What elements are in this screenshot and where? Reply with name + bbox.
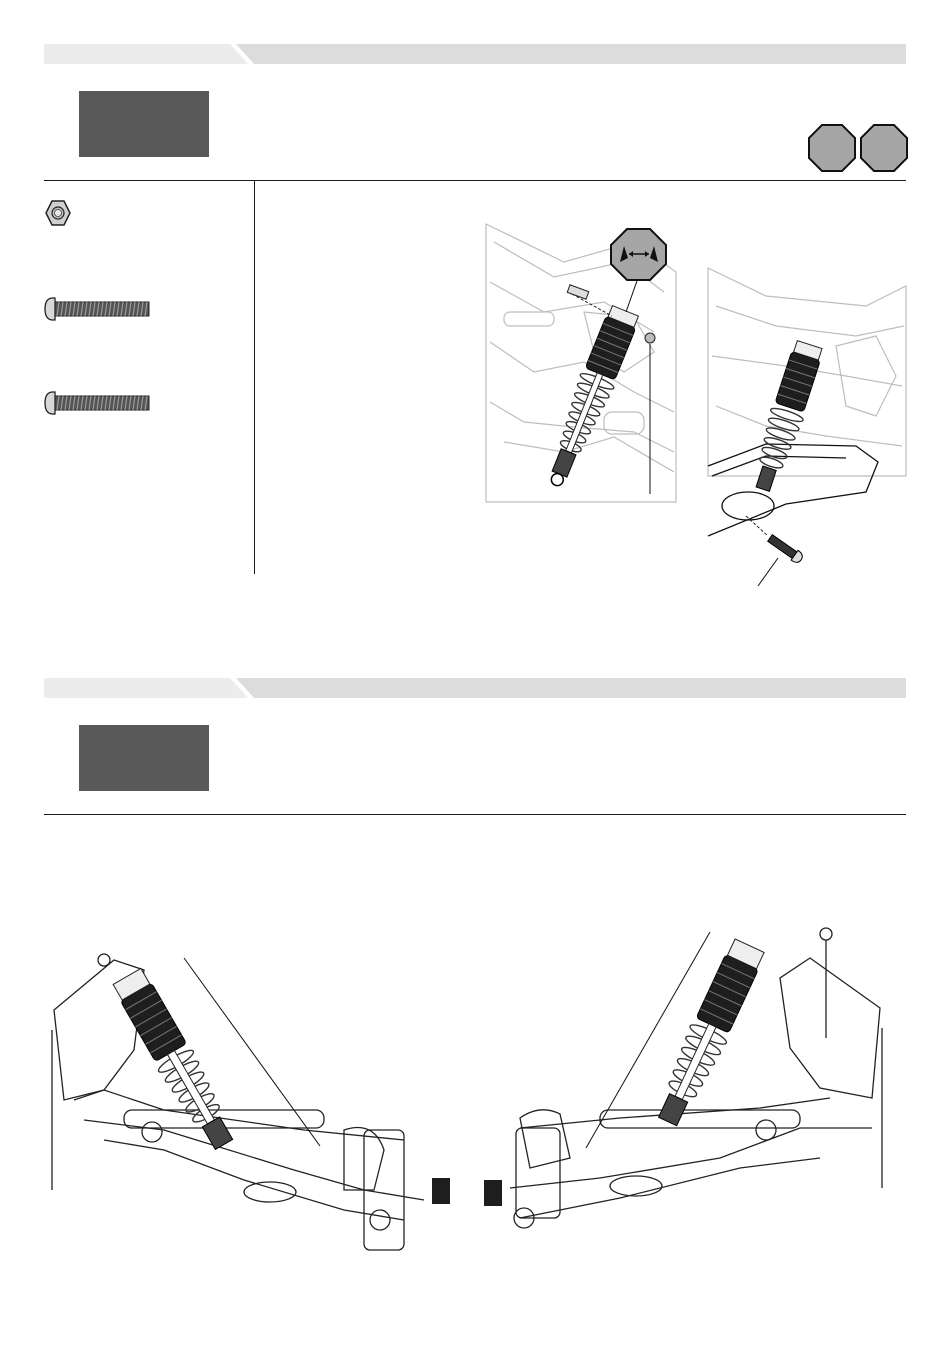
suspension-right-illustration xyxy=(480,918,890,1248)
button-head-screw-icon xyxy=(43,296,151,322)
hex-nut-icon xyxy=(44,199,72,227)
section-banner-bottom xyxy=(44,678,906,698)
detail-callout-icon xyxy=(610,228,668,320)
suspension-left-illustration xyxy=(44,940,454,1270)
section-divider-bottom xyxy=(44,814,906,815)
step-image-box-bottom xyxy=(79,725,209,791)
step-image-box-top xyxy=(79,91,209,157)
button-head-screw-icon xyxy=(43,390,151,416)
shock-lower-mount-illustration xyxy=(706,266,916,586)
octagon-badge-icon xyxy=(808,124,908,172)
parts-column-divider xyxy=(254,181,255,574)
section-banner-top xyxy=(44,44,906,64)
section-divider-top xyxy=(44,180,906,181)
